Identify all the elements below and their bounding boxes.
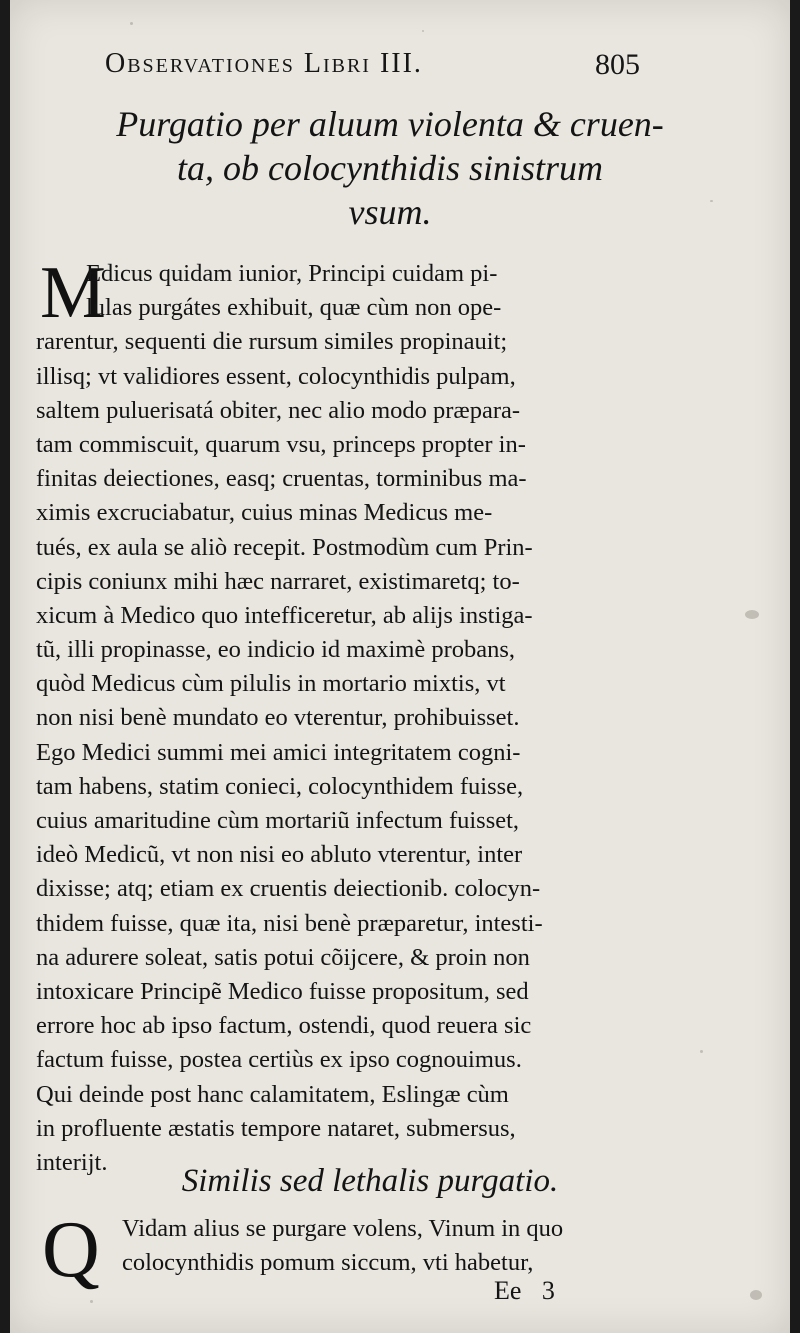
text-line: ideò Medicũ, vt non nisi eo abluto vterentur, inter xyxy=(36,841,523,869)
text-line: errore hoc ab ipso factum, ostendi, quod reuera sic xyxy=(36,1012,532,1040)
book-page xyxy=(10,0,790,1333)
text-line: dixisse; atq; etiam ex cruentis deiectionib. colocyn- xyxy=(36,875,541,903)
paper-speck xyxy=(750,1290,762,1300)
section-title-2: Similis sed lethalis purgatio. xyxy=(181,1163,559,1199)
text-line: in profluente æstatis tempore nataret, submersus, xyxy=(36,1114,516,1142)
text-line: na adurere soleat, satis potui cõijcere, & proin non xyxy=(36,943,530,971)
text-line: saltem puluerisatá obiter, nec alio modo præpara- xyxy=(36,396,521,424)
section-title-line: ta, ob colocynthidis sinistrum xyxy=(177,148,603,188)
running-head: Observationes Libri III. xyxy=(105,48,423,79)
text-line: rarentur, sequenti die rursum similes propinauit; xyxy=(36,328,508,356)
text-line: quòd Medicus cùm pilulis in mortario mixtis, vt xyxy=(36,670,506,698)
page-number: 805 xyxy=(595,48,640,81)
text-line: cipis coniunx mihi hæc narraret, existimaretq; to- xyxy=(36,567,520,595)
signature-mark: Ee 3 xyxy=(494,1276,555,1305)
text-line: intoxicare Principẽ Medico fuisse propositum, sed xyxy=(36,977,529,1005)
text-line: thidem fuisse, quæ ita, nisi benè præparetur, intesti- xyxy=(36,909,543,937)
text-line: factum fuisse, postea certiùs ex ipso cognouimus. xyxy=(36,1046,522,1074)
text-line: cuius amaritudine cùm mortariũ infectum fuisset, xyxy=(36,807,520,834)
text-line: ximis excruciabatur, cuius minas Medicus me- xyxy=(36,499,493,527)
section-title-line: Purgatio per aluum violenta & cruen- xyxy=(116,104,664,144)
drop-cap: Q xyxy=(42,1206,100,1294)
text-line: Ego Medici summi mei amici integritatem cogni- xyxy=(36,738,521,766)
text-line: finitas deiectiones, easq; cruentas, torminibus ma- xyxy=(36,465,527,493)
text-line: tũ, illi propinasse, eo indicio id maximè probans, xyxy=(36,636,516,664)
paper-speck xyxy=(130,22,133,25)
paper-speck xyxy=(90,1300,93,1303)
text-line: colocynthidis pomum siccum, vti habetur, xyxy=(122,1249,534,1276)
text-line: Vidam alius se purgare volens, Vinum in quo xyxy=(122,1215,564,1242)
body-paragraph-2 xyxy=(122,1212,682,1280)
text-line: tam commiscuit, quarum vsu, princeps propter in- xyxy=(36,430,526,458)
paper-speck xyxy=(700,1050,703,1053)
text-line: xicum à Medico quo intefficeretur, ab alijs instiga- xyxy=(36,601,533,629)
section-title-line: vsum. xyxy=(348,192,432,232)
paper-speck xyxy=(422,30,424,32)
text-line: interijt. xyxy=(36,1148,108,1176)
body-paragraph xyxy=(36,252,666,1180)
text-line: lulas purgátes exhibuit, quæ cùm non ope- xyxy=(86,294,502,322)
text-line: Edicus quidam iunior, Principi cuidam pi- xyxy=(86,260,498,287)
paper-speck xyxy=(745,610,759,619)
text-line: Qui deinde post hanc calamitatem, Eslingæ cùm xyxy=(36,1080,509,1108)
drop-cap: M xyxy=(40,252,106,334)
text-line: non nisi benè mundato eo vterentur, prohibuisset. xyxy=(36,704,520,732)
text-line: illisq; vt validiores essent, colocynthidis pulpam, xyxy=(36,362,516,390)
text-line: tam habens, statim conieci, colocynthidem fuisse, xyxy=(36,772,524,800)
section-title xyxy=(50,102,730,234)
text-line: tués, ex aula se aliò recepit. Postmodùm cum Prin- xyxy=(36,533,533,561)
